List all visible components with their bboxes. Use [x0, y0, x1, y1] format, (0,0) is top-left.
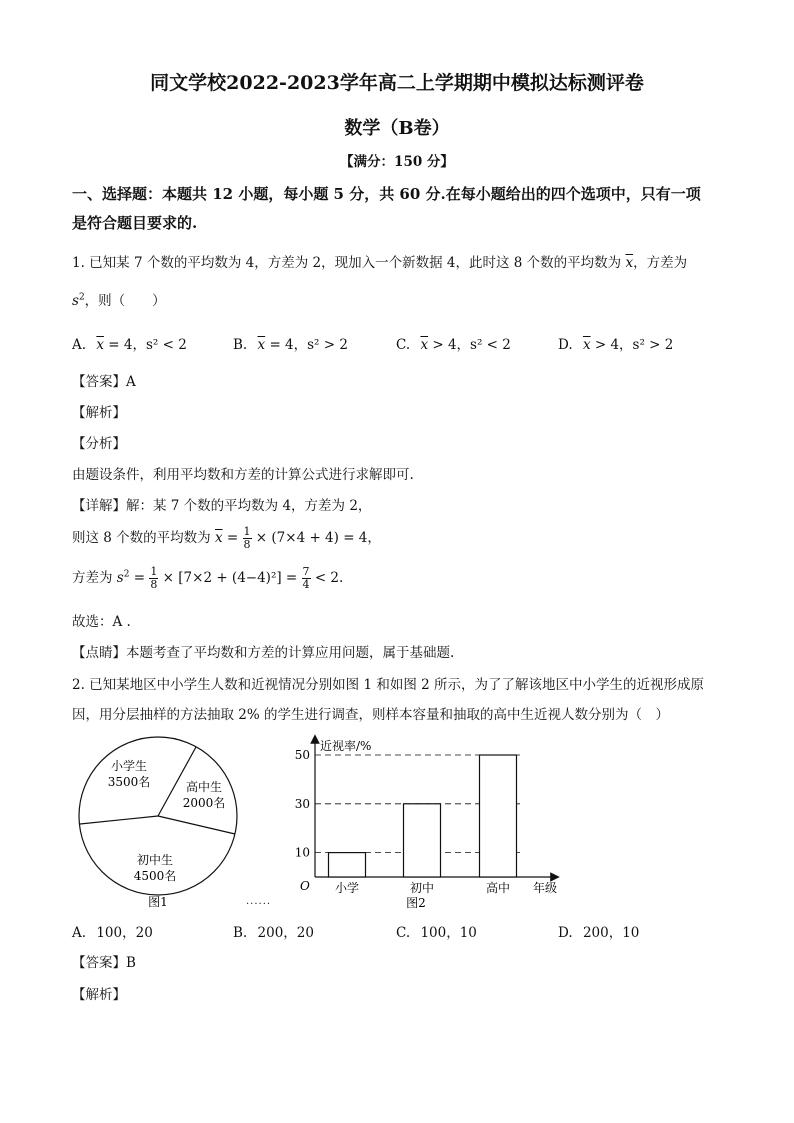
- q1-choose: 故选：A .: [72, 614, 131, 630]
- q2-option-b-text: 200，20: [257, 925, 314, 941]
- pie-slice-value: 3500名: [107, 775, 151, 789]
- q2-option-b[interactable]: [233, 921, 314, 941]
- pie-slice-label: 高中生: [185, 780, 223, 794]
- q1-option-b-label: B.: [233, 337, 248, 353]
- q2-option-b-label: B.: [233, 925, 248, 941]
- q1-mean-prefix: 则这 8 个数的平均数为: [72, 530, 211, 546]
- bar-初中: [404, 804, 441, 877]
- x-tick-label: 小学: [334, 881, 360, 895]
- q1-option-a-text: = 4，s² < 2: [108, 337, 187, 353]
- q1-option-a-label: A.: [72, 337, 87, 353]
- q1-analysis: 由题设条件，利用平均数和方差的计算公式进行求解即可.: [72, 467, 414, 483]
- page-title: 同文学校2022-2023学年高二上学期期中模拟达标测评卷: [150, 72, 644, 94]
- q1-stem-line1: [72, 251, 687, 271]
- q1-stem-line2: $s^2$，则（ ）: [72, 292, 166, 309]
- y-tick-label: 30: [294, 796, 310, 811]
- figure-2-bar-chart: [290, 733, 580, 913]
- q1-option-b[interactable]: B. $\overline{x} = 4$，s² > 2: [233, 337, 348, 353]
- q1-option-a[interactable]: A. $\overline{x} = 4$，s² < 2: [72, 337, 187, 353]
- q1-option-c[interactable]: C. $\overline{x} > 4$，s² < 2: [396, 337, 511, 353]
- q1-detail: 【详解】解：某 7 个数的平均数为 4，方差为 2，: [72, 498, 372, 514]
- q2-option-c-text: 100，10: [420, 925, 477, 941]
- q1-var-prefix: 方差为: [72, 570, 113, 586]
- q1-variance-line: 方差为 $s^2$ = $\frac{1}{8}$ × [7×2 + (4−4)²] = $\frac{7}{4}$ < 2.: [72, 565, 344, 591]
- q1-option-c-text: > 4，s² < 2: [432, 337, 511, 353]
- section-heading-line1: 一、选择题：本题共 12 小题，每小题 5 分，共 60 分.在每小题给出的四个选项中，只有一项: [72, 185, 701, 203]
- q1-option-d[interactable]: D. $\overline{x} > 4$，s² > 2: [558, 337, 674, 353]
- figure-2-caption: 图2: [406, 896, 426, 910]
- q1-variance-symbol: s: [72, 293, 79, 309]
- q1-mean-line: 则这 8 个数的平均数为 $\overline{x}$ = $\frac{1}{8}$ × (7×4 + 4) = 4，: [72, 525, 381, 551]
- q1-comment: 【点睛】本题考查了平均数和方差的计算应用问题，属于基础题.: [72, 645, 455, 661]
- separator-dots: ......: [246, 896, 272, 907]
- q1-option-d-label: D.: [558, 337, 573, 353]
- section-heading-line2: 是符合题目要求的.: [72, 214, 198, 232]
- pie-slice-value: 2000名: [182, 796, 226, 810]
- q1-mean-fraction: $\frac{1}{8}$: [243, 525, 251, 551]
- q1-option-d-text: > 4，s² > 2: [594, 337, 674, 353]
- q1-stem-text: 1. 已知某 7 个数的平均数为 4，方差为 2，现加入一个新数据 4，此时这 8 个数的平均数为: [72, 255, 622, 271]
- q1-answer: 【答案】A: [72, 374, 136, 390]
- q1-mean-formula: × (7×4 + 4) = 4，: [255, 530, 381, 546]
- q2-option-c-label: C.: [396, 925, 411, 941]
- q2-answer: 【答案】B: [72, 955, 136, 971]
- q2-option-a-label: A.: [72, 925, 87, 941]
- q1-fenxi: 【分析】: [72, 436, 126, 452]
- q1-var-fraction-2: $\frac{7}{4}$: [302, 565, 310, 591]
- q2-option-a[interactable]: [72, 921, 153, 941]
- q1-var-fraction-1: $\frac{1}{8}$: [150, 565, 158, 591]
- x-tick-label: 初中: [409, 881, 435, 895]
- pie-slice-label: 小学生: [110, 759, 148, 773]
- q2-option-d[interactable]: [558, 921, 639, 941]
- q1-var-formula: × [7×2 + (4−4)²] =: [162, 570, 298, 586]
- y-tick-label: 50: [294, 748, 310, 762]
- q1-option-b-text: = 4，s² > 2: [269, 337, 348, 353]
- pie-divider-3: [80, 816, 158, 824]
- x-axis-label: 年级: [533, 881, 558, 895]
- q1-jiexi: 【解析】: [72, 405, 126, 421]
- pie-slice-value: 4500名: [133, 869, 177, 883]
- x-tick-label: 高中: [485, 881, 511, 895]
- q2-option-c[interactable]: [396, 921, 477, 941]
- q2-option-a-text: 100，20: [96, 925, 153, 941]
- y-tick-label: 10: [294, 845, 310, 860]
- pie-divider-2: [158, 816, 235, 834]
- q2-stem-line1: 2. 已知某地区中小学生人数和近视情况分别如图 1 和如图 2 所示，为了了解该地区中小学生的近视形成原: [72, 677, 705, 693]
- q1-stem2-tail: ，则（ ）: [84, 293, 166, 309]
- figure-1-pie-chart: [72, 730, 252, 914]
- origin-label: O: [300, 879, 310, 893]
- q2-stem-line2: 因，用分层抽样的方法抽取 2% 的学生进行调查，则样本容量和抽取的高中生近视人数分别为（ ）: [72, 707, 669, 723]
- figure-1-caption: 图1: [148, 895, 168, 909]
- q1-var-tail: < 2.: [314, 570, 344, 586]
- bar-小学: [329, 853, 366, 877]
- q1-mean-symbol: $\overline{x}$: [625, 255, 634, 271]
- q1-option-c-label: C.: [396, 337, 411, 353]
- full-score: 【满分：150 分】: [340, 154, 454, 170]
- q2-option-d-text: 200，10: [582, 925, 640, 941]
- y-axis-label: 近视率/%: [320, 739, 372, 753]
- q2-option-d-label: D.: [558, 925, 573, 941]
- q2-jiexi: 【解析】: [72, 987, 126, 1003]
- page-subtitle: 数学（B卷）: [344, 118, 450, 139]
- bar-高中: [480, 755, 517, 877]
- q1-stem-tail: ，方差为: [633, 255, 688, 271]
- pie-slice-label: 初中生: [136, 853, 174, 867]
